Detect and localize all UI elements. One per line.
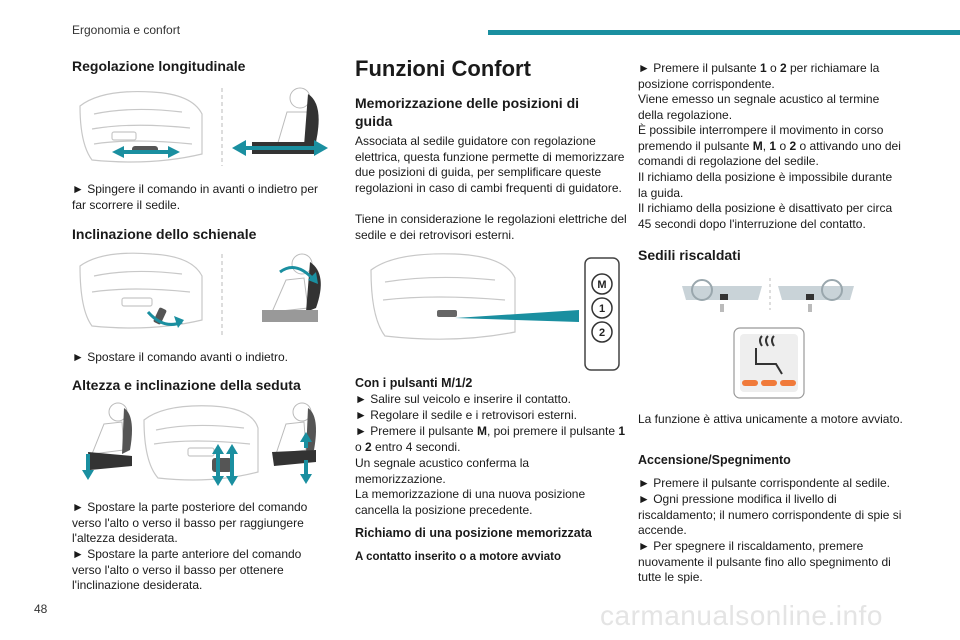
paragraph-height-rear: ► Spostare la parte posteriore del comando verso l'alto o verso il basso per raggiungere l'altezza desiderata.	[72, 500, 308, 546]
recall-condition: A contatto inserito o a motore avviato	[355, 551, 561, 563]
paragraph-memory-intro: Associata al sedile guidatore con regolazione elettrica, questa funzione permette di memorizzare due posizioni di guida, per semplificare queste regolazioni in caso di cambi frequenti di guidatore.	[355, 134, 625, 195]
step-on-1: ► Premere il pulsante corrispondente al sedile.	[638, 476, 891, 490]
seat-person-icon	[252, 88, 319, 154]
section-title-height: Altezza e inclinazione della seduta	[72, 377, 301, 393]
paragraph-cancel: La memorizzazione di una nuova posizione cancella la posizione precedente.	[355, 487, 586, 517]
page-title: Funzioni Confort	[355, 56, 531, 81]
section-header: Ergonomia e confort	[72, 23, 181, 37]
figure-memory-buttons	[355, 248, 627, 374]
watermark: carmanualsonline.info	[600, 600, 883, 631]
paragraph-height-front: ► Spostare la parte anteriore del comando verso l'alto o verso il basso per ottenere l'inclinazione desiderata.	[72, 547, 302, 593]
seat-sketch-icon	[80, 253, 202, 328]
section-title-memory: Memorizzazione delle posizioni di guida	[355, 95, 580, 129]
seat-person-icon	[88, 403, 132, 470]
memory-button-panel-icon	[437, 310, 457, 317]
step-on-2: ► Ogni pressione modifica il livello di riscaldamento; il numero corrispondente di spie si accende.	[638, 492, 902, 538]
page-number: 48	[34, 602, 48, 616]
paragraph-recall-interrupt: È possibile interrompere il movimento in corso premendo il pulsante M, 1 o 2 o attivando uno dei comandi di regolazione del sedile.	[638, 123, 901, 169]
paragraph-recall-beep: Viene emesso un segnale acustico al termine della regolazione.	[638, 92, 880, 122]
paragraph-recall-disabled: Il richiamo della posizione è disattivato per circa 45 secondi dopo l'interruzione del contatto.	[638, 201, 893, 231]
seat-person-icon	[272, 403, 316, 466]
memory-button-1	[592, 298, 612, 318]
svg-text:1: 1	[598, 303, 606, 315]
paragraph-confirm: Un segnale acustico conferma la memorizzazione.	[355, 456, 530, 486]
section-title-on-off: Accensione/Spegnimento	[638, 453, 791, 467]
memory-button-2	[592, 322, 612, 342]
svg-text:M: M	[597, 279, 607, 291]
step-1: ► Salire sul veicolo e inserire il contatto.	[355, 392, 571, 406]
list-title-buttons: Con i pulsanti M/1/2	[355, 376, 473, 390]
header-accent-bar	[488, 30, 960, 35]
memory-button-m	[592, 274, 612, 294]
step-3: ► Premere il pulsante M, poi premere il pulsante 1 o 2 entro 4 secondi.	[355, 424, 626, 454]
section-title-heated-seats: Sedili riscaldati	[638, 247, 741, 263]
seat-person-icon	[262, 254, 321, 322]
figure-longitudinal	[72, 84, 334, 172]
section-title-recall: Richiamo di una posizione memorizzata	[355, 526, 592, 540]
figure-heated-seats	[678, 276, 858, 400]
step-on-3: ► Per spegnere il riscaldamento, premere nuovamente il pulsante fino allo spegnimento di tutte le spie.	[638, 539, 891, 585]
dashboard-right-icon	[778, 280, 854, 312]
paragraph-longitudinal: ► Spingere il comando in avanti o indietro per far scorrere il sedile.	[72, 182, 319, 212]
svg-text:2: 2	[598, 327, 606, 339]
section-title-backrest: Inclinazione dello schienale	[72, 226, 257, 242]
seat-control-icon	[212, 458, 232, 472]
paragraph-memory-scope: Tiene in considerazione le regolazioni elettriche del sedile e dei retrovisori esterni.	[355, 212, 627, 242]
paragraph-heat-note: La funzione è attiva unicamente a motore avviato.	[638, 412, 903, 426]
figure-backrest	[72, 250, 334, 338]
step-2: ► Regolare il sedile e i retrovisori esterni.	[355, 408, 577, 422]
paragraph-recall-driving: Il richiamo della posizione è impossibile durante la guida.	[638, 170, 893, 200]
heat-level-indicator	[742, 380, 796, 386]
seat-sketch-icon	[371, 254, 515, 339]
figure-height	[72, 400, 334, 490]
recall-step: ► Premere il pulsante 1 o 2 per richiamare la posizione corrispondente.	[638, 61, 880, 91]
dashboard-left-icon	[682, 280, 762, 312]
pointer-line-icon	[455, 310, 579, 322]
seat-sketch-icon	[144, 406, 258, 480]
paragraph-backrest: ► Spostare il comando avanti o indietro.	[72, 350, 288, 364]
section-title-longitudinal: Regolazione longitudinale	[72, 58, 246, 74]
